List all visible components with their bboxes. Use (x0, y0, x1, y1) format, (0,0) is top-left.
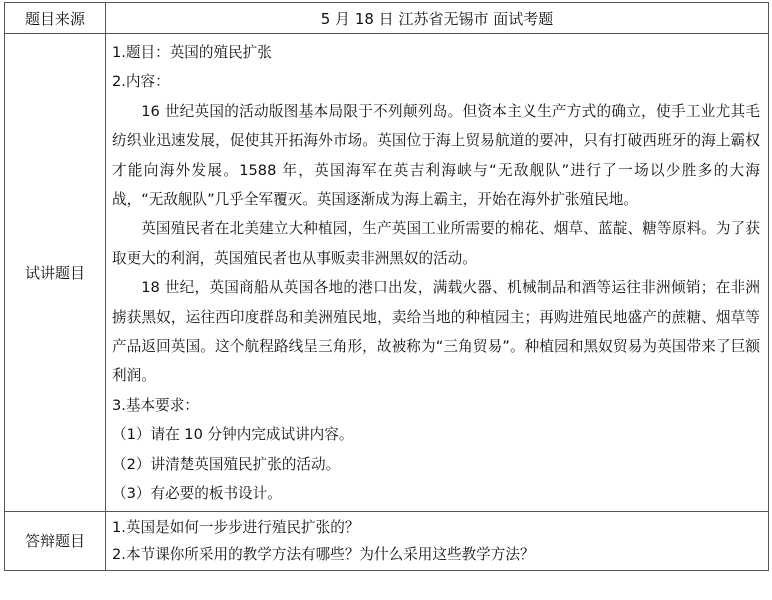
requirement-item-2: （2）讲清楚英国殖民扩张的活动。 (112, 455, 341, 473)
requirements-heading: 3.基本要求： (112, 396, 199, 414)
content-paragraph-3: 18 世纪，英国商船从英国各地的港口出发，满载火器、机械制品和酒等运往非洲倾销；在非洲掳获黑奴，运往西印度群岛和美洲殖民地，卖给当地的种植园主；再购进殖民地盛产的蔗糖、烟草等产品返回英国。这个航程路线呈三角形，故被称为“三角贸易”。种植园和黑奴贸易为英国带来了巨额利润。 (112, 279, 760, 385)
defense-row (5, 511, 769, 570)
content-paragraph-2: 英国殖民者在北美建立大种植园，生产英国工业所需要的棉花、烟草、蓝靛、糖等原料。为了获取更大的利润，英国殖民者也从事贩卖非洲黑奴的活动。 (112, 220, 760, 267)
header-row (5, 3, 769, 34)
content-heading: 2.内容： (112, 73, 170, 91)
defense-question-1: 1.英国是如何一步步进行殖民扩张的？ (112, 518, 360, 536)
defense-content (106, 511, 769, 570)
content-paragraph-1: 16 世纪英国的活动版图基本局限于不列颠列岛。但资本主义生产方式的确立，使手工业尤其毛纺织业迅速发展，促使其开拓海外市场。英国位于海上贸易航道的要冲，只有打破西班牙的海上霸权才能向海外发展。1588 年，英国海军在英吉利海峡与“无敌舰队”进行了一场以少胜多的大海战，“无敌舰队”几乎全军覆灭。英国逐渐成为海上霸主，开始在海外扩张殖民地。 (112, 102, 760, 209)
exam-table (4, 2, 769, 571)
source-label: 题目来源 (5, 3, 106, 34)
requirement-item-1: （1）请在 10 分钟内完成试讲内容。 (112, 426, 354, 444)
topic-line: 1.题目：英国的殖民扩张 (112, 44, 272, 61)
defense-label: 答辩题目 (5, 511, 106, 570)
exam-title: 5 月 18 日 江苏省无锡市 面试考题 (106, 3, 769, 34)
defense-question-2: 2.本节课你所采用的教学方法有哪些？为什么采用这些教学方法？ (112, 545, 535, 563)
trial-content (106, 34, 769, 512)
trial-row (5, 34, 769, 512)
trial-label: 试讲题目 (5, 34, 106, 512)
requirement-item-3: （3）有必要的板书设计。 (112, 485, 282, 503)
